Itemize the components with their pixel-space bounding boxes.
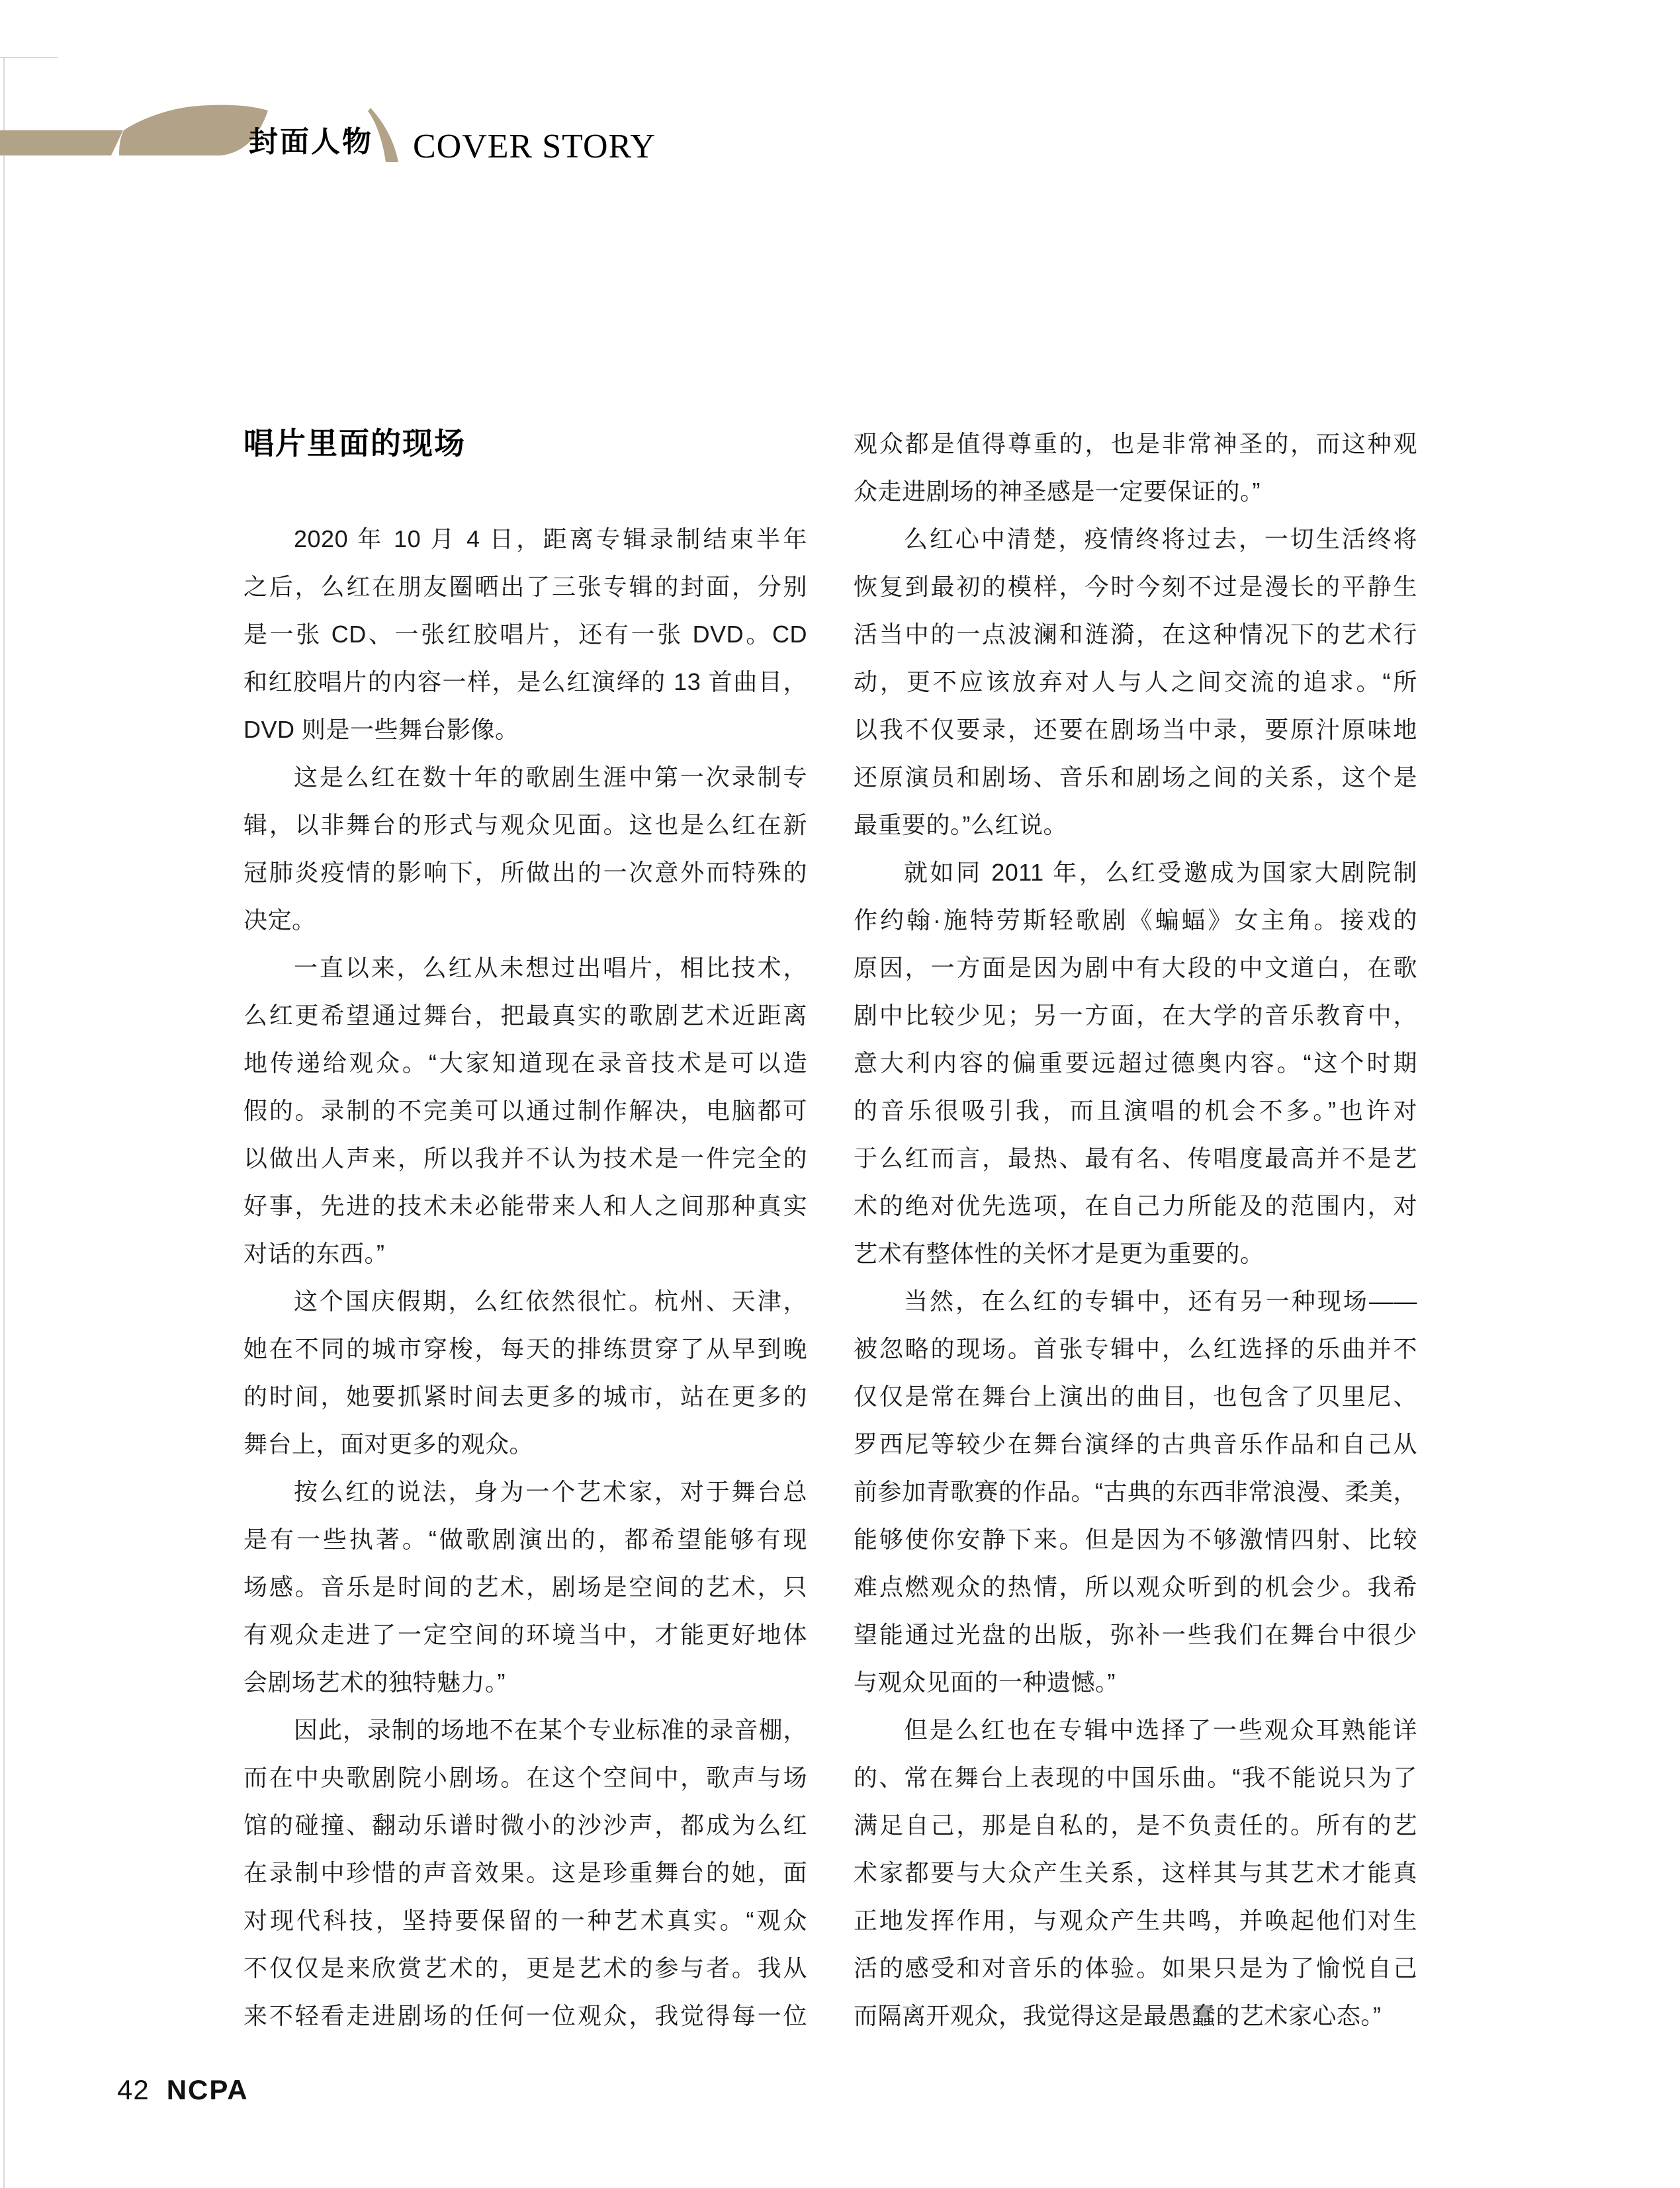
header-swoosh-small-icon [368, 108, 404, 162]
text-line: 当然，在么红的专辑中，还有另一种现场—— [904, 1288, 1417, 1315]
text-line: 众走进剧场的神圣感是一定要保证的。” [854, 478, 1260, 505]
text-line: 是一张 CD、一张红胶唱片，还有一张 DVD。CD [243, 621, 807, 648]
text-line: 满足自己，那是自私的，是不负责任的。所有的艺 [854, 1812, 1417, 1839]
text-line: 观众都是值得尊重的，也是非常神圣的，而这种观 [854, 430, 1417, 457]
text-line: 在录制中珍惜的声音效果。这是珍重舞台的她，面 [243, 1859, 807, 1886]
text-line: 还原演员和剧场、音乐和剧场之间的关系，这个是 [854, 764, 1417, 791]
text-line: DVD 则是一些舞台影像。 [243, 716, 519, 743]
scan-edge-left [3, 57, 5, 2188]
left-column [243, 515, 807, 2040]
text-line: 就如同 2011 年，么红受邀成为国家大剧院制 [904, 859, 1417, 886]
text-line: 术的绝对优先选项，在自己力所能及的范围内，对 [854, 1192, 1417, 1219]
text-line: 艺术有整体性的关怀才是更为重要的。 [854, 1240, 1264, 1267]
text-line: 的时间，她要抓紧时间去更多的城市，站在更多的 [243, 1383, 807, 1410]
text-line: 难点燃观众的热情，所以观众听到的机会少。我希 [854, 1573, 1417, 1600]
text-line: 最重要的。”么红说。 [854, 811, 1067, 838]
text-line: 辑，以非舞台的形式与观众见面。这也是么红在新 [243, 811, 807, 838]
text-line: 被忽略的现场。首张专辑中，么红选择的乐曲并不 [854, 1335, 1417, 1362]
text-line: 仅仅是常在舞台上演出的曲目，也包含了贝里尼、 [854, 1383, 1417, 1410]
text-line: 一直以来，么红从未想过出唱片，相比技术， [294, 954, 807, 981]
text-line: 罗西尼等较少在舞台演绎的古典音乐作品和自己从 [854, 1430, 1417, 1458]
text-line: 于么红而言，最热、最有名、传唱度最高并不是艺 [854, 1145, 1417, 1172]
text-line: 2020 年 10 月 4 日，距离专辑录制结束半年 [294, 525, 807, 552]
text-line: 假的。录制的不完美可以通过制作解决，电脑都可 [243, 1097, 807, 1124]
scan-edge-top [0, 57, 58, 58]
text-line: 决定。 [243, 906, 316, 934]
text-line: 正地发挥作用，与观众产生共鸣，并唤起他们对生 [854, 1907, 1417, 1934]
right-column [854, 420, 1417, 2040]
text-line: 作约翰·施特劳斯轻歌剧《蝙蝠》女主角。接戏的 [854, 906, 1417, 934]
text-line: 因此，录制的场地不在某个专业标准的录音棚， [294, 1716, 807, 1743]
page-footer [117, 2075, 249, 2105]
text-line: 望能通过光盘的出版，弥补一些我们在舞台中很少 [854, 1621, 1417, 1648]
section-title-cn: 封面人物 [249, 126, 373, 158]
text-line: 而在中央歌剧院小剧场。在这个空间中，歌声与场 [243, 1764, 807, 1791]
text-line: 舞台上，面对更多的观众。 [243, 1430, 534, 1458]
text-line: 活的感受和对音乐的体验。如果只是为了愉悦自己 [854, 1954, 1417, 1982]
text-line: 馆的碰撞、翻动乐谱时微小的沙沙声，都成为么红 [243, 1812, 807, 1839]
text-line: 而隔离开观众，我觉得这是最愚蠢的艺术家心态。” [854, 2002, 1382, 2029]
journal-name: NCPA [166, 2074, 249, 2105]
section-title-en: COVER STORY [413, 128, 656, 165]
text-line: 活当中的一点波澜和涟漪，在这种情况下的艺术行 [854, 621, 1417, 648]
text-line: 么红更希望通过舞台，把最真实的歌剧艺术近距离 [243, 1002, 807, 1029]
text-line: 和红胶唱片的内容一样，是么红演绎的 13 首曲目， [243, 668, 807, 695]
text-line: 来不轻看走进剧场的任何一位观众，我觉得每一位 [243, 2002, 807, 2029]
text-line: 以做出人声来，所以我并不认为技术是一件完全的 [243, 1145, 807, 1172]
text-line: 的音乐很吸引我，而且演唱的机会不多。”也许对 [854, 1097, 1417, 1124]
text-line: 场感。音乐是时间的艺术，剧场是空间的艺术，只 [243, 1573, 807, 1600]
page-number: 42 [117, 2074, 150, 2105]
text-line: 好事，先进的技术未必能带来人和人之间那种真实 [243, 1192, 807, 1219]
text-line: 能够使你安静下来。但是因为不够激情四射、比较 [854, 1526, 1417, 1553]
text-line: 原因，一方面是因为剧中有大段的中文道白，在歌 [854, 954, 1417, 981]
text-line: 这是么红在数十年的歌剧生涯中第一次录制专 [294, 764, 807, 791]
text-line: 恢复到最初的模样，今时今刻不过是漫长的平静生 [854, 573, 1417, 600]
text-line: 有观众走进了一定空间的环境当中，才能更好地体 [243, 1621, 807, 1648]
text-line: 意大利内容的偏重要远超过德奥内容。“这个时期 [854, 1049, 1417, 1076]
text-line: 动，更不应该放弃对人与人之间交流的追求。“所 [854, 668, 1417, 695]
text-line: 么红心中清楚，疫情终将过去，一切生活终将 [904, 525, 1417, 552]
text-line: 剧中比较少见；另一方面，在大学的音乐教育中， [854, 1002, 1417, 1029]
text-line: 前参加青歌赛的作品。“古典的东西非常浪漫、柔美， [854, 1478, 1417, 1505]
text-line: 地传递给观众。“大家知道现在录音技术是可以造 [243, 1049, 807, 1076]
text-line: 以我不仅要录，还要在剧场当中录，要原汁原味地 [854, 716, 1417, 743]
header-bar [0, 130, 123, 155]
text-line: 是有一些执著。“做歌剧演出的，都希望能够有现 [243, 1526, 807, 1553]
article-heading: 唱片里面的现场 [243, 426, 466, 460]
text-line: 与观众见面的一种遗憾。” [854, 1669, 1116, 1696]
text-line: 她在不同的城市穿梭，每天的排练贯穿了从早到晚 [243, 1335, 807, 1362]
text-line: 的、常在舞台上表现的中国乐曲。“我不能说只为了 [854, 1764, 1417, 1791]
text-line: 对现代科技，坚持要保留的一种艺术真实。“观众 [243, 1907, 807, 1934]
text-line: 不仅仅是来欣赏艺术的，更是艺术的参与者。我从 [243, 1954, 807, 1982]
text-line: 但是么红也在专辑中选择了一些观众耳熟能详 [904, 1716, 1417, 1743]
text-line: 冠肺炎疫情的影响下，所做出的一次意外而特殊的 [243, 859, 807, 886]
text-line: 术家都要与大众产生关系，这样其与其艺术才能真 [854, 1859, 1417, 1886]
text-line: 按么红的说法，身为一个艺术家，对于舞台总 [294, 1478, 807, 1505]
text-line: 之后，么红在朋友圈晒出了三张专辑的封面，分别 [243, 573, 807, 600]
text-line: 这个国庆假期，么红依然很忙。杭州、天津， [294, 1288, 807, 1315]
text-line: 对话的东西。” [243, 1240, 385, 1267]
text-line: 会剧场艺术的独特魅力。” [243, 1669, 506, 1696]
header-swoosh-icon [112, 104, 271, 157]
